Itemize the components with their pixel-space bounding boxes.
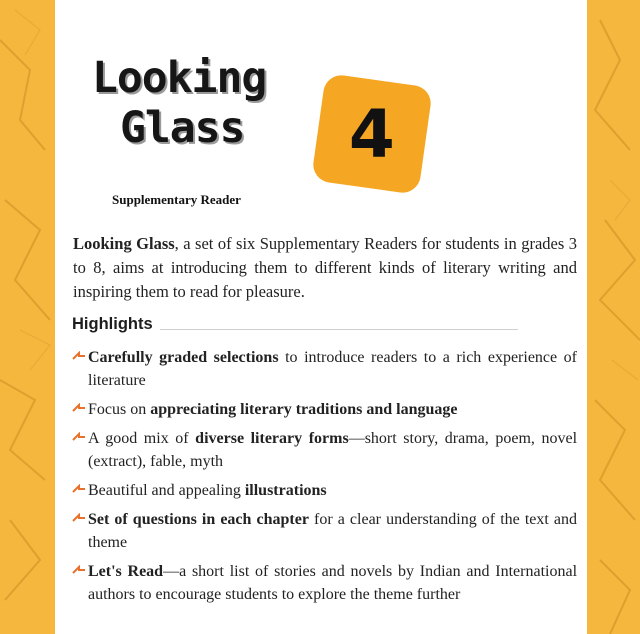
intro-text: , a set of six Supplementary Readers for students in grades 3 to 8, aims at introducing them to different kinds of literary writing and inspiring them to read for pleasure. [73, 234, 577, 301]
highlights-heading: Highlights [72, 315, 153, 333]
list-item: Let's Read—a short list of stories and novels by Indian and International authors to encourage students to explore the theme further [72, 560, 577, 606]
list-item: Carefully graded selections to introduce readers to a rich experience of literature [72, 346, 577, 392]
list-item: Beautiful and appealing illustrations [72, 479, 577, 502]
book-subtitle: Supplementary Reader [112, 192, 241, 207]
intro-bold: Looking Glass [73, 234, 175, 253]
title-line-2: Glass [120, 103, 245, 153]
arrow-bullet-icon [72, 513, 86, 523]
list-item: Focus on appreciating literary traditions and language [72, 398, 577, 421]
list-item: Set of questions in each chapter for a clear understanding of the text and theme [72, 508, 577, 554]
intro-paragraph [73, 232, 577, 304]
title-line-1: Looking [92, 53, 267, 103]
arrow-bullet-icon [72, 484, 86, 494]
highlights-divider [160, 329, 518, 330]
arrow-bullet-icon [72, 403, 86, 413]
book-title [92, 53, 272, 153]
highlights-list [72, 346, 577, 612]
volume-number: 4 [349, 95, 395, 173]
arrow-bullet-icon [72, 432, 86, 442]
volume-badge [311, 73, 433, 195]
arrow-bullet-icon [72, 351, 86, 361]
arrow-bullet-icon [72, 565, 86, 575]
list-item: A good mix of diverse literary forms—short story, drama, poem, novel (extract), fable, myth [72, 427, 577, 473]
